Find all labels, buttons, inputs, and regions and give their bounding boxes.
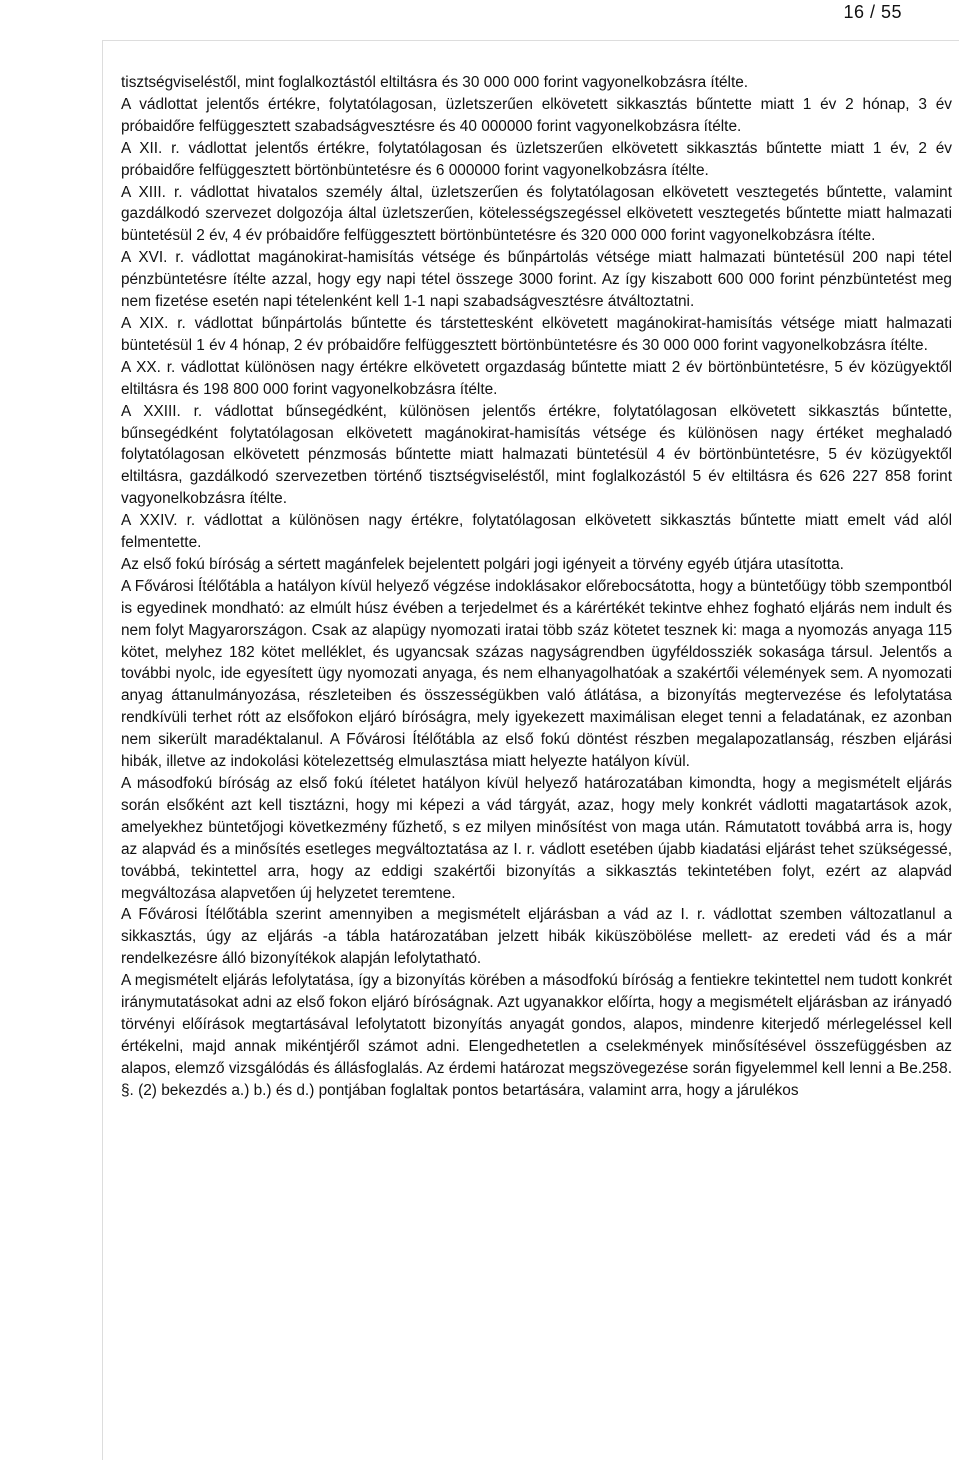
paragraph-2: A vádlottat jelentős értékre, folytatólagosan, üzletszerűen elkövetett sikkasztás bűntette miatt 1 év 2 hónap, 3 év próbaidőre felfüggesztett szabadságvesztésre és 40 000000 forint vagyonelkobzásra ítélte. [121,95,952,135]
paragraph-14: A megismételt eljárás lefolytatása, így a bizonyítás körében a másodfokú bíróság a fentiekre tekintettel nem tudott konkrét iránymutatásokat adni az első fokon eljáró bíróságnak. Azt ugyanakkor előírta, hogy a megismételt eljárásban az irányadó törvényi előírások megtartásával lefolytatott bizonyítás anyagát gondos, alapos, mindenre kiterjedő mérlegeléssel kell értékelni, majd annak mikéntjéről számot adni. Elengedhetetlen a cselekmények minősítésével összefüggésben az alapos, elemző vizsgálódás és állásfoglalás. Az érdemi határozat megszövegezése során figyelemmel kell lenni a Be.258. §. (2) bekezdés a.) b.) és d.) pontjában foglaltak pontos betartására, valamint arra, hogy a járulékos [121,972,952,1099]
document-body [121,72,952,1102]
paragraph-12: A másodfokú bíróság az első fokú ítéletet hatályon kívül helyező határozatában kimondta, hogy a megismételt eljárás során elsőként azt kell tisztázni, hogy mi képezi a vád tárgyát, azaz, hogy mely konkrét vádlotti magatartások azok, amelyekhez büntetőjogi következmény fűzhető, s ez milyen minősítést von maga után. Rámutatott továbbá arra is, hogy az alapvád és a minősítés esetleges megváltoztatása az I. r. vádlott esetében újabb kiadatási eljárást tehet szükségessé, továbbá, tekintettel arra, hogy az eddigi szakértői bizonyítás a sikkasztás tekintetében folyt, ezért az alapvád megváltozása alapvetően új helyzetet teremtene. [121,775,952,902]
paragraph-7: A XX. r. vádlottat különösen nagy értékre elkövetett orgazdaság bűntette miatt 2 év börtönbüntetésre, 5 év közügyektől eltiltásra és 198 800 000 forint vagyonelkobzásra ítélte. [121,358,952,398]
paragraph-1: tisztségviseléstől, mint foglalkoztástól eltiltásra és 30 000 000 forint vagyonelkobzásra ítélte. [121,74,749,91]
paragraph-5: A XVI. r. vádlottat magánokirat-hamisítás vétsége és bűnpártolás vétsége miatt halmazati büntetésül 200 napi tétel pénzbüntetésre ítélte azzal, hogy egy napi tétel összege 3000 forint. Az így kiszabott 600 000 forint pénzbüntetést meg nem fizetése esetén napi tételenként kell 1-1 napi szabadságvesztésre átváltoztatni. [121,249,952,311]
page-number: 16 / 55 [843,2,902,22]
paragraph-8: A XXIII. r. vádlottat bűnsegédként, különösen jelentős értékre, folytatólagosan elkövetett sikkasztás bűntette, bűnsegédként folytatólagosan elkövetett magánokirat-hamisítás vétsége és különösen nagy értéket meghaladó folytatólagosan elkövetett pénzmosás bűntette miatt halmazati büntetésül 4 év börtönbüntetésre, 5 év közügyektől eltiltásra, gazdálkodó szervezetben történő tisztségviseléstől, mint foglalkozástól 5 év eltiltásra és 626 227 858 forint vagyonelkobzásra ítélte. [121,402,952,508]
paragraph-3: A XII. r. vádlottat jelentős értékre, folytatólagosan és üzletszerűen elkövetett sikkasztás bűntette miatt 1 év, 2 év próbaidőre felfüggesztett börtönbüntetésre és 6 000000 forint vagyonelkobzásra ítélte. [121,139,952,179]
paragraph-13: A Fővárosi Ítélőtábla szerint amennyiben a megismételt eljárásban a vád az I. r. vádlottat szemben változatlanul a sikkasztás, úgy az eljárás -a tábla határozatában jelzett hibák kiküszöbölése mellett- az eredeti vád és a már rendelkezésre álló bizonyítékok alapján lefolytatható. [121,906,952,968]
paragraph-9: A XXIV. r. vádlottat a különösen nagy értékre, folytatólagosan elkövetett sikkasztás bűntette miatt emelt vád alól felmentette. [121,512,952,552]
paragraph-10: Az első fokú bíróság a sértett magánfelek bejelentett polgári jogi igényeit a törvény egyéb útjára utasította. [121,555,844,573]
paragraph-11: A Fővárosi Ítélőtábla a hatályon kívül helyező végzése indoklásakor előrebocsátotta, hogy a büntetőügy több szempontból is egyedinek mondható: az elmúlt húsz évében a terjedelmet és a kárértékét tekintve ehhez fogható eljárás nem indult és nem folyt Magyarországon. Csak az alapügy nyomozati iratai több száz kötetet tesznek ki: maga a nyomozás anyaga 115 kötet, melyhez 182 kötet melléklet, és ugyancsak százas nagyságrendben ügyféldossziék sokasága társul. Jelentős a további nyolc, ide egyesített ügy nyomozati anyaga, és nem elhanyagolhatóak a szakértői vélemények sem. A nyomozati anyag áttanulmányozása, részleteiben és összességükben való átlátása, a bizonyítás megtervezése és lefolytatása rendkívüli terhet rótt az elsőfokon eljáró bíróságra, mely igyekezett maximálisan eleget tenni a feladatának, ez azonban nem sikerült maradéktalanul. A Fővárosi Ítélőtábla az első fokú döntést részben megalapozatlanság, részben eljárási hibák, illetve az indokolási kötelezettség elmulasztása miatt helyezte hatályon kívül. [121,577,952,771]
paragraph-4: A XIII. r. vádlottat hivatalos személy által, üzletszerűen és folytatólagosan elkövetett vesztegetés bűntette, valamint gazdálkodó szervezet dolgozója által üzletszerűen, kötelességszegéssel elkövetett vesztegetés bűntette miatt halmazati büntetésül 2 év, 4 év próbaidőre felfüggesztett börtönbüntetésre és 320 000 000 forint vagyonelkobzásra ítélte. [121,183,952,245]
paragraph-6: A XIX. r. vádlottat bűnpártolás bűntette és társtettesként elkövetett magánokirat-hamisítás vétsége miatt halmazati büntetésül 1 év 4 hónap, 2 év próbaidőre felfüggesztett börtönbüntetésre és 30 000 000 forint vagyonelkobzásra ítélte. [121,314,952,354]
